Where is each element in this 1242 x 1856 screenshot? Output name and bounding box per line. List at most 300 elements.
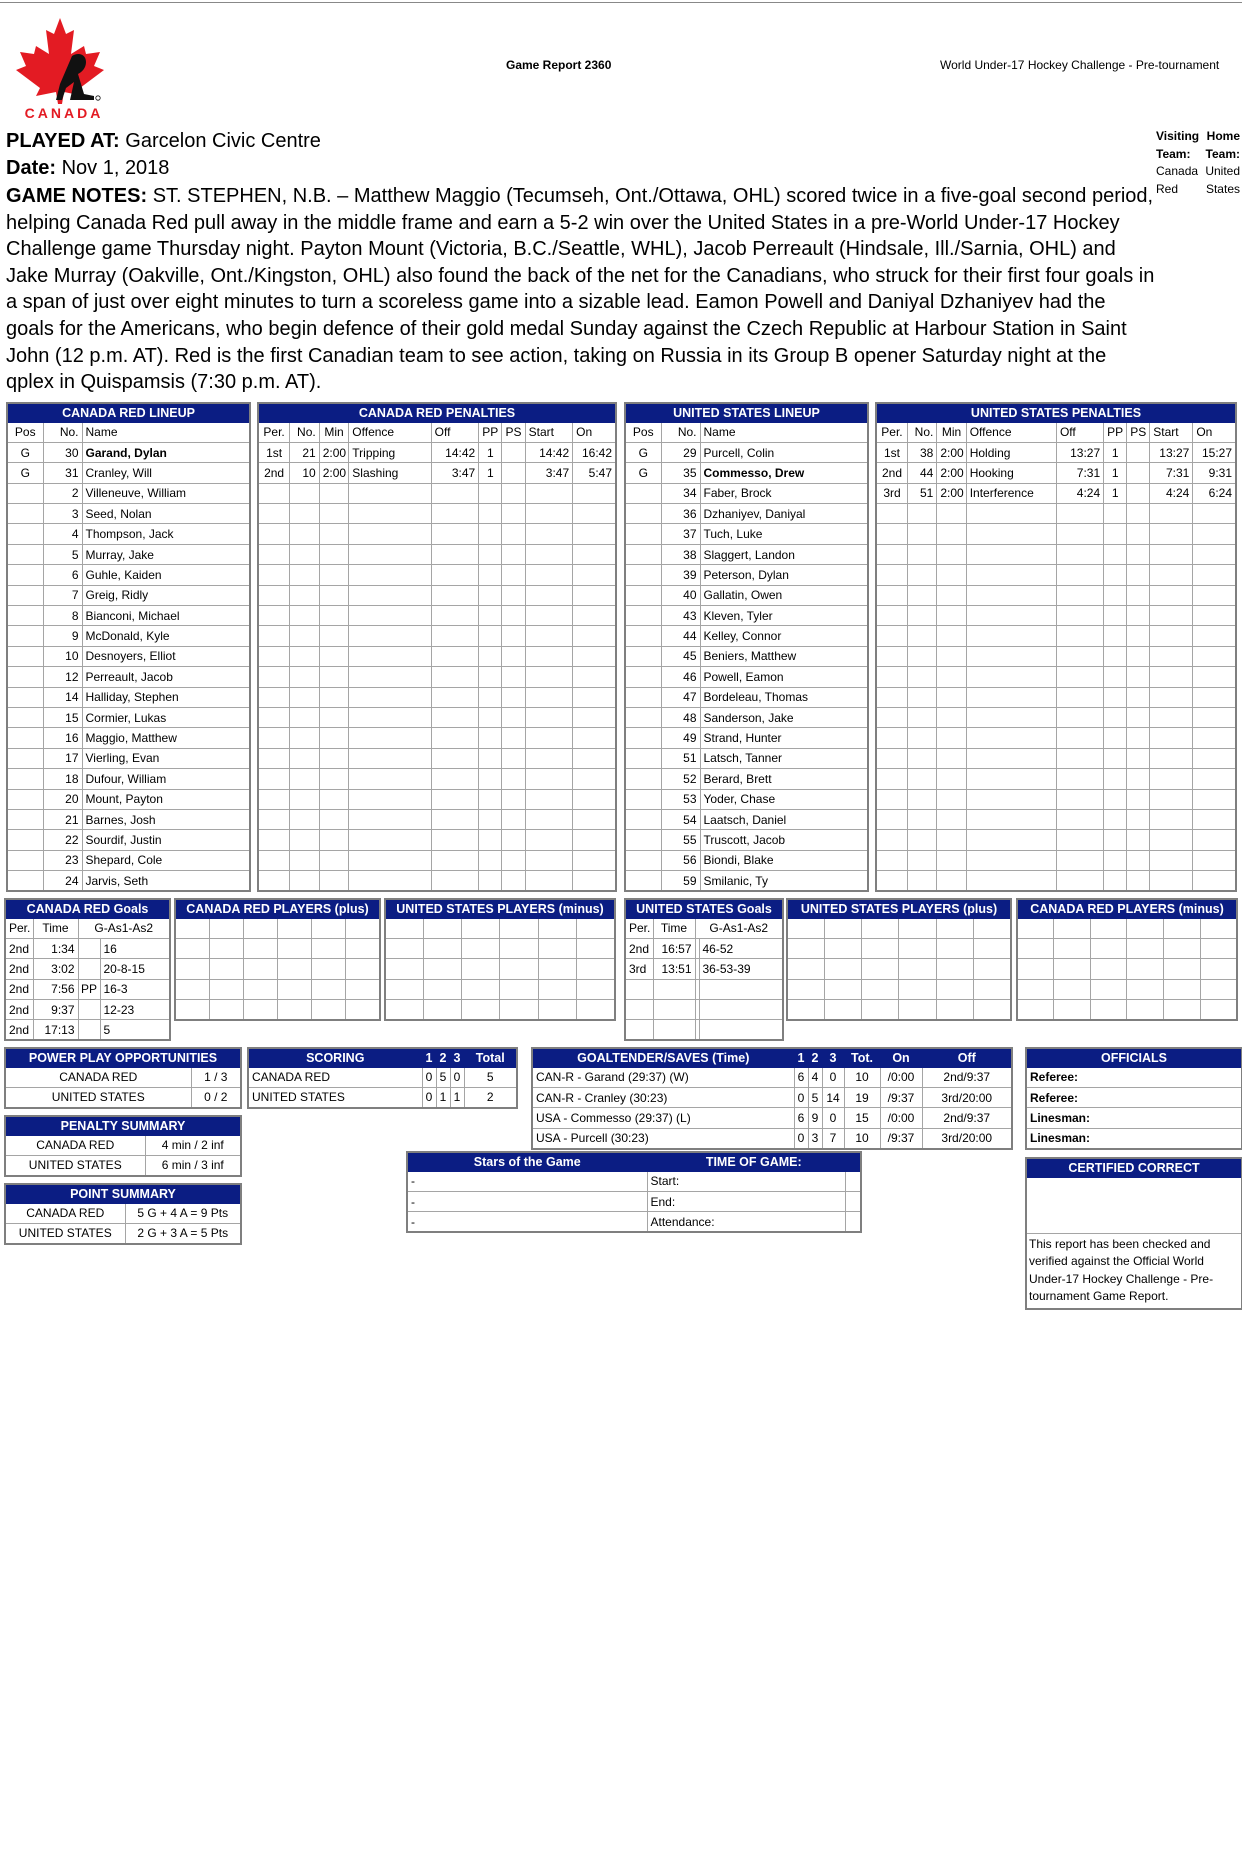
player-number: 3 [43, 504, 82, 524]
empty-cell [876, 606, 907, 626]
empty-cell [1127, 789, 1150, 809]
notes-text: ST. STEPHEN, N.B. – Matthew Maggio (Tecumseh, Ont./Ottawa, OHL) scored twice in a five-goal second period, helping Canada Red pull away in the middle frame and earn a 5-2 win over the United States in a pre-World Under-17 Hockey Challenge game Thursday night. Payton Mount (Victoria, B.C./Seattle, WHL), Jacob Perreault (Hindsale, Ill./Sarnia, OHL) and Jake Murray (Oakville, Ont./Kingston, OHL) also found the back of the net for the Canadians, who struck for their first four goals in a span of just over eight minutes to turn a scoreless game into a sizable lead. Eamon Powell and Daniyal Dzhaniyev had the goals for the Americans, who begin defence of their gold medal Sunday against the Czech Republic at Harbour Station in Saint John (12 p.m. AT). Red is the first Canadian team to see action, taking on Russia in its Group B opener Saturday night at the qplex in Quispamsis (7:30 p.m. AT). [6, 185, 1155, 394]
table-row [876, 769, 1236, 789]
empty-cell [462, 979, 500, 999]
scoring-team: CANADA RED [248, 1067, 422, 1087]
goalie-name: USA - Purcell (30:23) [532, 1128, 794, 1148]
empty-cell [573, 809, 616, 829]
time-of-game-label: Attendance: [647, 1212, 845, 1232]
empty-cell [936, 979, 973, 999]
empty-cell [899, 918, 936, 938]
empty-cell [431, 606, 479, 626]
empty-cell [243, 938, 277, 958]
goal-time: 16:57 [653, 938, 695, 958]
empty-cell [290, 789, 320, 809]
empty-cell [423, 938, 461, 958]
player-pos: G [7, 442, 43, 462]
empty-cell [573, 789, 616, 809]
player-number: 16 [43, 728, 82, 748]
penalty-start: 3:47 [525, 463, 573, 483]
goal-time: 13:51 [653, 959, 695, 979]
empty-cell [1150, 871, 1193, 891]
canada-red-penalties [257, 402, 617, 892]
empty-cell [573, 728, 616, 748]
empty-cell [502, 850, 525, 870]
col-min: Min [319, 422, 349, 442]
empty-cell [277, 918, 311, 938]
empty-cell [824, 1000, 861, 1020]
empty-cell [502, 504, 525, 524]
penalty-minutes: 2:00 [319, 463, 349, 483]
table-row [258, 850, 616, 870]
empty-cell [1127, 1000, 1164, 1020]
table-row [7, 687, 250, 707]
goalie-name: CAN-R - Garand (29:37) (W) [532, 1067, 794, 1087]
col-pos: Pos [625, 422, 661, 442]
empty-cell [653, 1020, 695, 1040]
empty-cell [502, 871, 525, 891]
empty-cell [1127, 524, 1150, 544]
empty-cell [1150, 646, 1193, 666]
empty-cell [1056, 687, 1103, 707]
empty-cell [431, 504, 479, 524]
empty-cell [243, 979, 277, 999]
empty-cell [525, 789, 573, 809]
empty-cell [479, 748, 502, 768]
empty-cell [479, 544, 502, 564]
table-row [258, 442, 616, 462]
empty-cell [573, 626, 616, 646]
empty-cell [876, 769, 907, 789]
empty-cell [258, 524, 290, 544]
player-number: 54 [661, 809, 700, 829]
table-row [1017, 938, 1237, 958]
empty-cell [1056, 748, 1103, 768]
table-row [175, 1000, 380, 1020]
goalie-saves-p2: 4 [808, 1067, 822, 1087]
player-number: 38 [661, 544, 700, 564]
table-row [248, 1087, 517, 1107]
penalty-start: 7:31 [1150, 463, 1193, 483]
empty-cell [502, 667, 525, 687]
col-pp: PP [479, 422, 502, 442]
table-row [175, 938, 380, 958]
empty-cell [1056, 769, 1103, 789]
empty-cell [312, 959, 346, 979]
empty-cell [1200, 959, 1237, 979]
empty-cell [824, 979, 861, 999]
table-row [385, 959, 615, 979]
player-number: 55 [661, 830, 700, 850]
table-row [625, 606, 868, 626]
empty-cell [937, 565, 966, 585]
table-row [175, 979, 380, 999]
empty-cell [319, 544, 349, 564]
table-row [258, 667, 616, 687]
empty-cell [966, 606, 1056, 626]
empty-cell [1164, 938, 1201, 958]
empty-cell [907, 769, 936, 789]
empty-cell [1127, 667, 1150, 687]
empty-cell [1127, 809, 1150, 829]
empty-cell [243, 1000, 277, 1020]
penalty-summary [4, 1115, 242, 1177]
empty-cell [966, 707, 1056, 727]
empty-cell [258, 544, 290, 564]
empty-cell [290, 565, 320, 585]
player-name: Bordeleau, Thomas [700, 687, 868, 707]
player-pos [625, 707, 661, 727]
empty-cell [431, 707, 479, 727]
empty-cell [385, 938, 423, 958]
player-number: 24 [43, 871, 82, 891]
empty-cell [787, 979, 824, 999]
player-pos: G [7, 463, 43, 483]
empty-cell [1104, 646, 1127, 666]
table-row [258, 707, 616, 727]
empty-cell [1056, 626, 1103, 646]
col-on: On [880, 1048, 922, 1067]
table-row [258, 606, 616, 626]
col-per: Per. [876, 422, 907, 442]
table-row [876, 850, 1236, 870]
empty-cell [479, 789, 502, 809]
empty-cell [349, 565, 431, 585]
empty-cell [1127, 918, 1164, 938]
player-pos [7, 565, 43, 585]
goalie-off: 3rd/20:00 [922, 1128, 1012, 1148]
summary-team: CANADA RED [5, 1067, 191, 1087]
table-row [1026, 1067, 1242, 1087]
penalty-ps [502, 442, 525, 462]
empty-cell [525, 585, 573, 605]
empty-cell [502, 748, 525, 768]
goal-period: 2nd [625, 938, 653, 958]
empty-cell [319, 789, 349, 809]
scoring-period-2: 5 [436, 1067, 450, 1087]
empty-cell [1127, 646, 1150, 666]
empty-cell [573, 544, 616, 564]
empty-cell [937, 789, 966, 809]
empty-cell [290, 646, 320, 666]
penalty-ps [1127, 442, 1150, 462]
game-date [6, 157, 169, 180]
player-pos [7, 544, 43, 564]
penalty-number: 10 [290, 463, 320, 483]
empty-cell [258, 728, 290, 748]
empty-cell [500, 959, 538, 979]
empty-cell [319, 850, 349, 870]
player-number: 21 [43, 809, 82, 829]
empty-cell [431, 850, 479, 870]
empty-cell [1056, 667, 1103, 687]
player-number: 45 [661, 646, 700, 666]
col-on: On [573, 422, 616, 442]
empty-cell [966, 646, 1056, 666]
scoring-total: 2 [464, 1087, 517, 1107]
empty-cell [538, 1000, 576, 1020]
empty-cell [899, 979, 936, 999]
empty-cell [431, 544, 479, 564]
date-label: Date: [6, 157, 57, 179]
col-name: Name [700, 422, 868, 442]
summary-team: CANADA RED [5, 1135, 145, 1155]
empty-cell [423, 979, 461, 999]
empty-cell [974, 959, 1011, 979]
empty-cell [699, 1020, 783, 1040]
empty-cell [573, 606, 616, 626]
empty-cell [431, 728, 479, 748]
table-row [625, 728, 868, 748]
empty-cell [907, 585, 936, 605]
empty-cell [573, 830, 616, 850]
table-row [7, 809, 250, 829]
empty-cell [258, 707, 290, 727]
date-value: Nov 1, 2018 [61, 157, 170, 179]
player-name: Truscott, Jacob [700, 830, 868, 850]
summary-team: UNITED STATES [5, 1087, 191, 1107]
empty-cell [937, 626, 966, 646]
empty-cell [1127, 979, 1164, 999]
goalie-saves-p1: 0 [794, 1087, 808, 1107]
empty-cell [1193, 769, 1236, 789]
empty-cell [312, 918, 346, 938]
official-role: Linesman: [1026, 1128, 1242, 1148]
empty-cell [1104, 504, 1127, 524]
player-number: 37 [661, 524, 700, 544]
table-row [258, 748, 616, 768]
empty-cell [1193, 871, 1236, 891]
empty-cell [876, 850, 907, 870]
table-row [625, 524, 868, 544]
col-off: Off [922, 1048, 1012, 1067]
empty-cell [1090, 938, 1127, 958]
empty-cell [577, 979, 615, 999]
empty-cell [1090, 918, 1127, 938]
empty-cell [431, 524, 479, 544]
goal-strength [78, 938, 100, 958]
empty-cell [1164, 918, 1201, 938]
empty-cell [319, 585, 349, 605]
empty-cell [1127, 871, 1150, 891]
canada-wordmark: CANADA [24, 105, 104, 121]
empty-cell [787, 918, 824, 938]
empty-cell [787, 938, 824, 958]
table-row [876, 544, 1236, 564]
player-number: 53 [661, 789, 700, 809]
table-row [876, 667, 1236, 687]
col-total: Total [464, 1048, 517, 1067]
empty-cell [1056, 830, 1103, 850]
penalty-minutes: 2:00 [937, 463, 966, 483]
home-team-name: United States [1205, 164, 1240, 196]
empty-cell [349, 809, 431, 829]
empty-cell [290, 585, 320, 605]
player-number: 43 [661, 606, 700, 626]
col-no: No. [290, 422, 320, 442]
hockey-canada-logo [12, 16, 124, 122]
united-states-players-minus [384, 898, 616, 1021]
player-name: Tuch, Luke [700, 524, 868, 544]
empty-cell [525, 646, 573, 666]
notes-label: GAME NOTES: [6, 185, 148, 207]
empty-cell [525, 707, 573, 727]
empty-cell [479, 524, 502, 544]
empty-cell [1127, 544, 1150, 564]
player-pos [7, 646, 43, 666]
empty-cell [290, 871, 320, 891]
home-team-label: Home Team: [1205, 129, 1240, 161]
empty-cell [1193, 809, 1236, 829]
empty-cell [573, 565, 616, 585]
table-row [1026, 1087, 1242, 1107]
table-row [385, 918, 615, 938]
empty-cell [907, 871, 936, 891]
empty-cell [431, 585, 479, 605]
goal-strength [78, 959, 100, 979]
empty-cell [937, 585, 966, 605]
empty-cell [577, 1000, 615, 1020]
table-row [7, 748, 250, 768]
empty-cell [290, 707, 320, 727]
player-pos [7, 850, 43, 870]
official-role: Linesman: [1026, 1108, 1242, 1128]
player-name: Purcell, Colin [700, 442, 868, 462]
player-number: 6 [43, 565, 82, 585]
empty-cell [824, 938, 861, 958]
empty-cell [1127, 606, 1150, 626]
empty-cell [937, 667, 966, 687]
penalty-minutes: 2:00 [937, 483, 966, 503]
penalty-period: 2nd [258, 463, 290, 483]
empty-cell [479, 728, 502, 748]
time-of-game-value [845, 1171, 861, 1191]
col-period-3: 3 [822, 1048, 844, 1067]
player-name: Faber, Brock [700, 483, 868, 503]
empty-cell [1150, 504, 1193, 524]
empty-cell [502, 809, 525, 829]
player-pos: G [625, 442, 661, 462]
empty-cell [1054, 918, 1091, 938]
col-offence: Offence [966, 422, 1056, 442]
goal-period: 3rd [625, 959, 653, 979]
empty-cell [1056, 707, 1103, 727]
empty-cell [862, 938, 899, 958]
empty-cell [502, 606, 525, 626]
goal-time: 1:34 [33, 938, 78, 958]
table-row [625, 830, 868, 850]
penalty-start: 14:42 [525, 442, 573, 462]
goalie-saves-p1: 0 [794, 1128, 808, 1148]
player-number: 36 [661, 504, 700, 524]
empty-cell [966, 565, 1056, 585]
table-title: CERTIFIED CORRECT [1026, 1158, 1242, 1177]
empty-cell [966, 626, 1056, 646]
empty-cell [258, 565, 290, 585]
table-title: GOALTENDER/SAVES (Time) [532, 1048, 794, 1067]
empty-cell [1127, 626, 1150, 646]
goal-period: 2nd [5, 959, 33, 979]
player-pos [7, 871, 43, 891]
penalty-offence: Hooking [966, 463, 1056, 483]
goalie-saves-p1: 6 [794, 1067, 808, 1087]
empty-cell [577, 938, 615, 958]
empty-cell [653, 1000, 695, 1020]
empty-cell [1127, 687, 1150, 707]
time-of-game-label: Start: [647, 1171, 845, 1191]
summary-team: CANADA RED [5, 1203, 125, 1223]
empty-cell [1193, 830, 1236, 850]
empty-cell [1193, 585, 1236, 605]
table-row [7, 463, 250, 483]
empty-cell [1127, 565, 1150, 585]
table-row [258, 809, 616, 829]
table-row [258, 728, 616, 748]
player-name: Smilanic, Ty [700, 871, 868, 891]
table-row [258, 871, 616, 891]
player-name: Desnoyers, Elliot [82, 646, 250, 666]
empty-cell [966, 769, 1056, 789]
player-name: Barnes, Josh [82, 809, 250, 829]
table-row [7, 483, 250, 503]
goalie-on: /0:00 [880, 1067, 922, 1087]
empty-cell [1104, 524, 1127, 544]
penalty-ps [1127, 463, 1150, 483]
empty-cell [462, 938, 500, 958]
summary-value: 0 / 2 [191, 1087, 241, 1107]
united-states-players-plus [786, 898, 1012, 1021]
empty-cell [431, 565, 479, 585]
empty-cell [479, 626, 502, 646]
table-row [876, 504, 1236, 524]
empty-cell [876, 646, 907, 666]
empty-cell [209, 979, 243, 999]
col-scorers: G-As1-As2 [78, 918, 170, 938]
united-states-penalties [875, 402, 1237, 892]
penalty-offence: Slashing [349, 463, 431, 483]
event-title: World Under-17 Hockey Challenge - Pre-tournament [940, 58, 1220, 72]
empty-cell [349, 687, 431, 707]
empty-cell [349, 728, 431, 748]
empty-cell [1127, 938, 1164, 958]
empty-cell [1193, 544, 1236, 564]
empty-cell [290, 524, 320, 544]
penalty-pp: 1 [479, 463, 502, 483]
table-row [876, 626, 1236, 646]
empty-cell [876, 687, 907, 707]
penalty-on-time: 16:42 [573, 442, 616, 462]
goal-time: 9:37 [33, 1000, 78, 1020]
goal-strength [78, 1020, 100, 1040]
empty-cell [937, 871, 966, 891]
empty-cell [423, 1000, 461, 1020]
empty-cell [209, 1000, 243, 1020]
empty-cell [1193, 687, 1236, 707]
player-pos [7, 585, 43, 605]
player-name: Perreault, Jacob [82, 667, 250, 687]
goal-period: 2nd [5, 979, 33, 999]
player-pos [625, 483, 661, 503]
empty-cell [907, 687, 936, 707]
empty-cell [1104, 871, 1127, 891]
official-role: Referee: [1026, 1067, 1242, 1087]
empty-cell [573, 646, 616, 666]
empty-cell [577, 959, 615, 979]
goalie-saves-p3: 14 [822, 1087, 844, 1107]
penalty-period: 1st [258, 442, 290, 462]
empty-cell [876, 524, 907, 544]
goal-period: 2nd [5, 938, 33, 958]
